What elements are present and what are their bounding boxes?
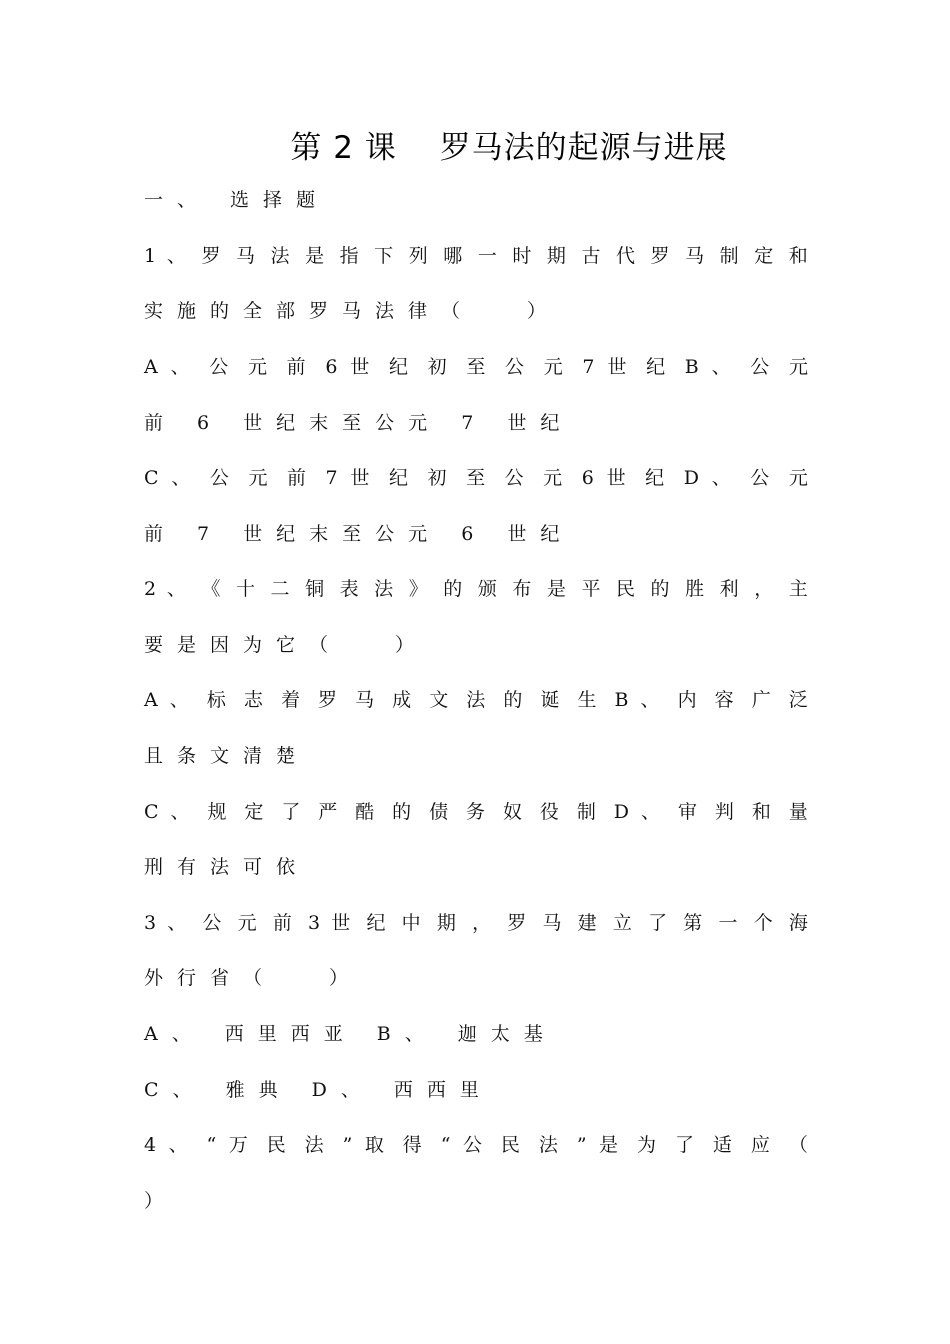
question-1-options-cd: C 、 公 元 前 7 世 纪 初 至 公 元 6 世 纪 D 、 公 元	[144, 467, 808, 489]
question-3-text-cont: 外行省（ ）	[144, 967, 363, 989]
question-3-text: 3 、 公 元 前 3 世 纪 中 期 ， 罗 马 建 立 了 第 一 个 海	[144, 912, 808, 934]
question-3-options-ab: A、 西里西亚 B、 迦太基	[144, 1023, 557, 1045]
question-4-text: 4 、 “ 万 民 法 ” 取 得 “ 公 民 法 ” 是 为 了 适 应 （	[144, 1134, 808, 1156]
question-4-text-cont: ）	[144, 1190, 164, 1212]
question-1-text: 1 、 罗 马 法 是 指 下 列 哪 一 时 期 古 代 罗 马 制 定 和	[144, 245, 808, 267]
question-3-options-cd: C、 雅典 D、 西西里	[144, 1079, 493, 1101]
question-1-text-cont: 实施的全部罗马法律（ ）	[144, 300, 561, 322]
page-title: 第 2 课 罗马法的起源与进展	[290, 130, 728, 166]
question-2-text-cont: 要是因为它（ ）	[144, 634, 429, 656]
question-1-options-ab: A 、 公 元 前 6 世 纪 初 至 公 元 7 世 纪 B 、 公 元	[144, 356, 808, 378]
question-1-option-b-cont: 前 6 世纪末至公元 7 世纪	[144, 412, 574, 434]
question-2-options-cd: C 、 规 定 了 严 酷 的 债 务 奴 役 制 D 、 审 判 和 量	[144, 801, 808, 823]
question-2-text: 2 、 《 十 二 铜 表 法 》 的 颁 布 是 平 民 的 胜 利 ， 主	[144, 578, 808, 600]
question-2-options-ab: A 、 标 志 着 罗 马 成 文 法 的 诞 生 B 、 内 容 广 泛	[144, 689, 808, 711]
question-2-option-b-cont: 且条文清楚	[144, 745, 310, 767]
section-heading: 一、 选择题	[144, 189, 330, 211]
question-2-option-d-cont: 刑有法可依	[144, 856, 310, 878]
question-1-option-d-cont: 前 7 世纪末至公元 6 世纪	[144, 523, 574, 545]
